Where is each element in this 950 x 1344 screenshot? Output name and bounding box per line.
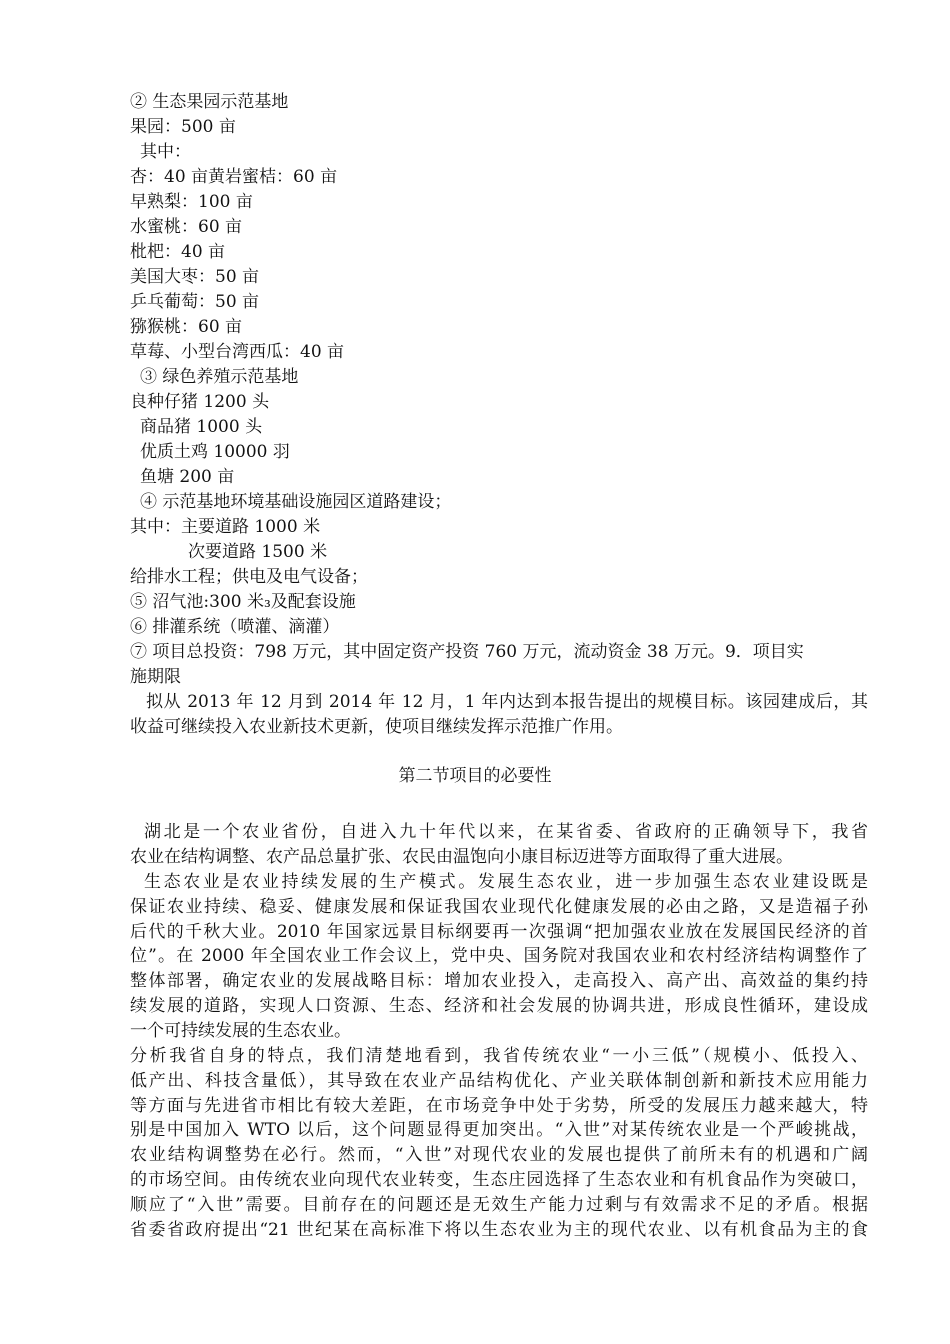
list-line-orchard-base: ② 生态果园示范基地 [130, 92, 289, 112]
period-line: 收益可继续投入农业新技术更新，使项目继续发挥示范推广作用。 [130, 716, 623, 737]
paragraph-line: 湖北是一个农业省份，自进入九十年代以来，在某省委、省政府的正确领导下，我省 [144, 822, 868, 842]
list-line-chickens: 优质土鸡 10000 羽 [140, 442, 290, 462]
list-line-period-label: 施期限 [130, 667, 181, 687]
paragraph-line: 分析我省自身的特点，我们清楚地看到，我省传统农业“一小三低”（规模小、低投入、 [130, 1046, 868, 1066]
paragraph-line: 省委省政府提出“21 世纪某在高标准下将以生态农业为主的现代农业、以有机食品为主的食 [130, 1219, 868, 1240]
list-line-grape: 乒乓葡萄：50 亩 [130, 292, 260, 312]
list-line-loquat: 枇杷：40 亩 [130, 242, 226, 262]
paragraph-line: 一个可持续发展的生态农业。 [130, 1020, 351, 1041]
paragraph-line: 的市场空间。由传统农业向现代农业转变，生态庄园选择了生态农业和有机食品作为突破口， [130, 1169, 868, 1190]
list-line-orchard-area: 果园：500 亩 [130, 117, 236, 137]
period-paragraph [130, 690, 868, 740]
paragraph-analysis [130, 1044, 868, 1242]
list-line-piglets: 良种仔猪 1200 头 [130, 392, 270, 412]
paragraph-line: 位”。在 2000 年全国农业工作会议上，党中央、国务院对我国农业和农村经济结构调整作了 [130, 946, 868, 967]
list-line-strawberry: 草莓、小型台湾西瓜：40 亩 [130, 342, 345, 362]
list-line-irrigation: ⑥ 排灌系统（喷灌、滴灌） [130, 617, 340, 637]
list-line-fishpond: 鱼塘 200 亩 [140, 467, 235, 487]
list-line-investment: ⑦ 项目总投资：798 万元，其中固定资产投资 760 万元，流动资金 38 万元。9．项目实 [130, 642, 804, 662]
section-title: 第二节项目的必要性 [398, 766, 552, 786]
list-line-kiwi: 猕猴桃：60 亩 [130, 317, 243, 337]
list-line-pigs: 商品猪 1000 头 [140, 417, 263, 437]
paragraph-line: 后代的千秋大业。2010 年国家远景目标纲要再一次强调“把加强农业放在发展国民经济的首 [130, 921, 868, 942]
paragraph-line: 生态农业是农业持续发展的生产模式。发展生态农业，进一步加强生态农业建设既是 [144, 872, 868, 892]
paragraph-line: 农业结构调整势在必行。然而，“入世”对现代农业的发展也提供了前所未有的机遇和广阔 [130, 1145, 868, 1166]
list-line-jujube: 美国大枣：50 亩 [130, 267, 260, 287]
period-line: 拟从 2013 年 12 月到 2014 年 12 月，1 年内达到本报告提出的规模目标。该园建成后，其 [146, 692, 868, 712]
paragraph-line: 续发展的道路，实现人口资源、生态、经济和社会发展的协调共进，形成良性循环，建设成 [130, 995, 868, 1016]
paragraph-line: 农业在结构调整、农产品总量扩张、农民由温饱向小康目标迈进等方面取得了重大进展。 [130, 846, 793, 867]
list-line-early-pear: 早熟梨：100 亩 [130, 192, 253, 212]
list-line-apricot: 杏：40 亩黄岩蜜桔：60 亩 [130, 167, 338, 187]
paragraph-line: 别是中国加入 WTO 以后，这个问题显得更加突出。“入世”对某传统农业是一个严峻挑战， [130, 1120, 868, 1141]
paragraph-line: 保证农业持续、稳妥、健康发展和保证我国农业现代化健康发展的必由之路，又是造福子孙 [130, 896, 868, 917]
list-line-biogas: ⑤ 沼气池:300 米₃及配套设施 [130, 592, 356, 612]
paragraph-hubei [130, 820, 868, 870]
list-line-main-road: 其中：主要道路 1000 米 [130, 517, 321, 537]
paragraph-eco-agriculture [130, 870, 868, 1044]
list-line-infrastructure: ④ 示范基地环境基础设施园区道路建设； [140, 492, 452, 512]
paragraph-line: 整体部署，确定农业的发展战略目标：增加农业投入，走高投入、高产出、高效益的集约持 [130, 971, 868, 992]
list-line-peach: 水蜜桃：60 亩 [130, 217, 243, 237]
paragraph-line: 等方面与先进省市相比有较大差距，在市场竞争中处于劣势，所受的发展压力越来越大，特 [130, 1095, 868, 1116]
list-line-among: 其中： [140, 142, 191, 162]
paragraph-line: 低产出、科技含量低），其导致在农业产品结构优化、产业关联体制创新和新技术应用能力 [130, 1070, 868, 1091]
list-line-secondary-road: 次要道路 1500 米 [188, 542, 328, 562]
paragraph-line: 顺应了“入世”需要。目前存在的问题还是无效生产能力过剩与有效需求不足的矛盾。根据 [130, 1194, 868, 1215]
list-line-breeding-base: ③ 绿色养殖示范基地 [140, 367, 299, 387]
list-line-water-power: 给排水工程；供电及电气设备； [130, 567, 368, 587]
